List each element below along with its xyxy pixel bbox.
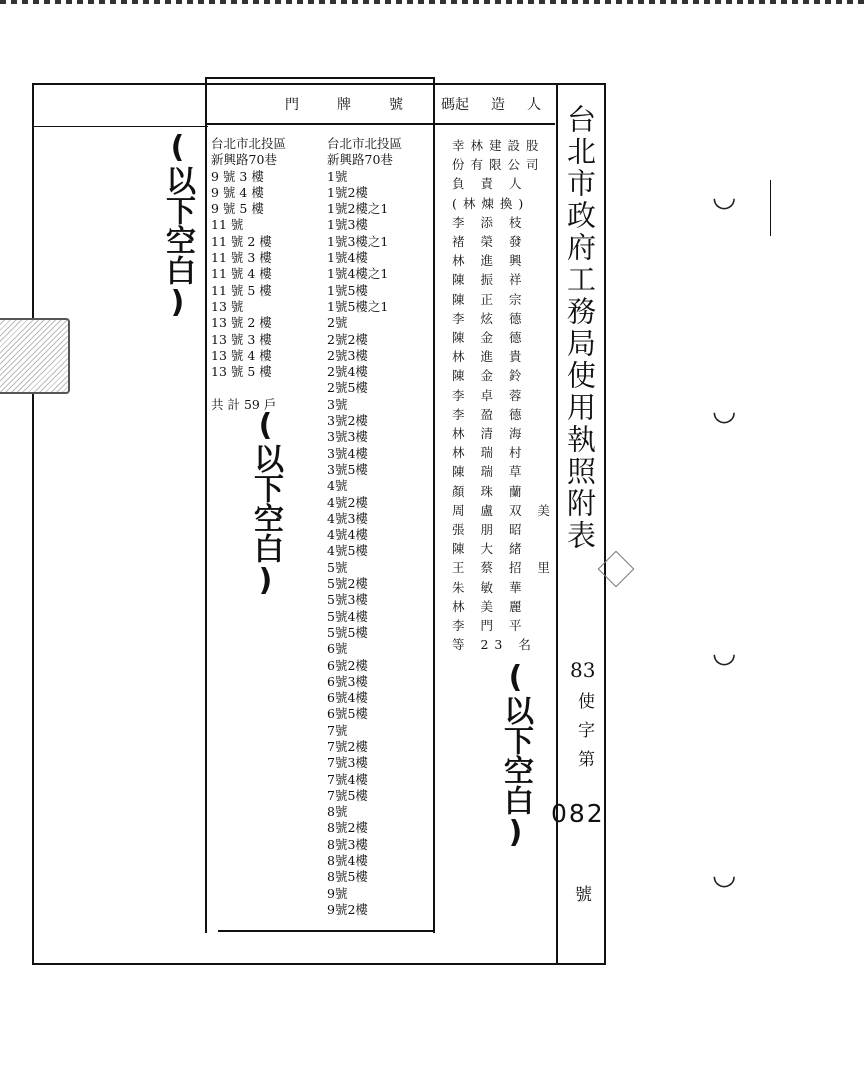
applicant-entry: 王 蔡 招 里 [452, 560, 556, 576]
address-entry: 7號4樓 [327, 771, 368, 787]
left-area-rule [32, 126, 208, 127]
address-entry: 8號 [327, 804, 348, 820]
applicant-entry: 李 卓 蓉 [452, 387, 528, 403]
table-left-border [205, 77, 207, 933]
address-entry: 9號 [327, 885, 348, 901]
address-entry: 11 號 5 樓 [211, 282, 272, 298]
address-entry: 1號 [327, 168, 348, 184]
address-entry: 台北市北投區 [211, 136, 287, 151]
address-entry: 1號5樓 [327, 282, 368, 298]
address-entry: 新興路70巷 [211, 152, 277, 168]
table-bottom-border [218, 930, 434, 932]
address-entry: 13 號 2 樓 [211, 315, 272, 331]
address-entry: 3號5樓 [327, 461, 368, 477]
address-entry: 9號2樓 [327, 901, 368, 917]
table-column-divider [433, 77, 435, 933]
table-header-rule [205, 123, 555, 125]
address-entry: 共 計 59 戶 [211, 396, 277, 412]
address-entry: 13 號 [211, 298, 244, 314]
applicant-entry: 陳 金 德 [452, 330, 528, 346]
margin-mark-4: ◡ [712, 636, 737, 669]
address-entry: 6號 [327, 641, 348, 657]
applicant-entry: 李 炫 德 [452, 310, 528, 326]
address-entry: 3號3樓 [327, 429, 368, 445]
permit-year: 83 [570, 658, 596, 682]
applicant-entry: 陳 正 宗 [452, 291, 528, 307]
applicant-entry: 負 責 人 [452, 176, 528, 192]
applicant-entry: 幸林建設股 [452, 138, 545, 153]
punch-hole-artifact [0, 318, 70, 394]
applicant-entry: 林 美 麗 [452, 598, 528, 614]
address-entry: 3號2樓 [327, 413, 368, 429]
address-column-header: 門 牌 號 碼 [285, 97, 467, 113]
address-entry: 11 號 [211, 217, 244, 233]
page-frame-bottom [32, 963, 606, 965]
address-entry: 1號2樓之1 [327, 201, 389, 217]
applicant-entry: 朱 敏 華 [452, 579, 528, 595]
address-entry: 2號 [327, 315, 348, 331]
address-entry: 6號4樓 [327, 690, 368, 706]
address-entry: 7號5樓 [327, 787, 368, 803]
address-entry: 11 號 4 樓 [211, 266, 272, 282]
address-entry: 4號4樓 [327, 527, 368, 543]
address-entry: 11 號 3 樓 [211, 250, 272, 266]
address-entry: 台北市北投區 [327, 136, 403, 151]
address-entry: 1號3樓之1 [327, 233, 389, 249]
applicant-entry: (林煉換) [452, 195, 530, 211]
address-entry: 7號2樓 [327, 738, 368, 754]
address-entry: 8號2樓 [327, 820, 368, 836]
applicant-entry: 林 進 興 [452, 253, 528, 269]
address-entry: 6號3樓 [327, 673, 368, 689]
address-entry: 1號4樓 [327, 250, 368, 266]
address-entry: 8號3樓 [327, 836, 368, 852]
blank-note-left: (以下空白) [160, 130, 195, 320]
applicant-entry: 陳 振 祥 [452, 272, 528, 288]
applicant-entry: 褚 榮 發 [452, 234, 528, 250]
address-entry: 1號5樓之1 [327, 298, 389, 314]
margin-mark-5: ◡ [712, 858, 737, 891]
address-entry: 7號3樓 [327, 755, 368, 771]
address-entry: 1號3樓 [327, 217, 368, 233]
applicant-entry: 李 添 枝 [452, 214, 528, 230]
address-entry: 5號 [327, 559, 348, 575]
address-entry: 4號5樓 [327, 543, 368, 559]
blank-note-table: (以下空白) [248, 408, 283, 598]
address-entry: 3號4樓 [327, 445, 368, 461]
address-entry: 11 號 2 樓 [211, 233, 272, 249]
address-entry: 13 號 4 樓 [211, 347, 272, 363]
margin-mark-2 [770, 180, 771, 236]
page-frame-left [32, 83, 34, 965]
table-top-border [205, 77, 435, 79]
scan-edge-marks [0, 0, 864, 4]
address-entry: 5號5樓 [327, 624, 368, 640]
address-entry: 1號4樓之1 [327, 266, 389, 282]
blank-note-applicants: (以下空白) [498, 660, 533, 850]
address-entry: 3號 [327, 396, 348, 412]
address-entry: 13 號 3 樓 [211, 331, 272, 347]
address-entry: 4號2樓 [327, 494, 368, 510]
address-entry: 8號5樓 [327, 869, 368, 885]
address-entry: 2號3樓 [327, 347, 368, 363]
address-entry: 6號2樓 [327, 657, 368, 673]
address-entry: 1號2樓 [327, 184, 368, 200]
address-list-first [211, 136, 286, 413]
applicant-entry: 李 盈 德 [452, 406, 528, 422]
address-entry: 5號3樓 [327, 592, 368, 608]
address-entry: 4號 [327, 478, 348, 494]
address-entry: 2號2樓 [327, 331, 368, 347]
applicant-entry: 陳 瑞 草 [452, 464, 528, 480]
address-entry: 8號4樓 [327, 853, 368, 869]
permit-suffix: 號 [575, 885, 592, 905]
address-entry: 7號 [327, 722, 348, 738]
address-entry: 2號4樓 [327, 364, 368, 380]
address-list-second [327, 136, 402, 918]
applicant-entry: 等 23 名 [452, 637, 537, 653]
page-frame-top [32, 83, 606, 85]
applicant-entry: 周 盧 双 美 [452, 502, 556, 518]
permit-prefix: 使字第 [574, 692, 594, 779]
address-entry: 13 號 5 樓 [211, 364, 272, 380]
margin-mark-1: ◡ [712, 180, 737, 213]
page-frame-right [604, 83, 606, 965]
applicant-entry: 顏 珠 蘭 [452, 483, 528, 499]
permit-number: 082 [551, 799, 605, 828]
margin-mark-3: ◡ [712, 394, 737, 427]
address-entry [211, 380, 286, 396]
address-entry: 9 號 5 樓 [211, 201, 264, 217]
title-divider [556, 83, 558, 965]
address-entry: 4號3樓 [327, 510, 368, 526]
applicant-entry: 陳 大 緒 [452, 541, 528, 557]
applicant-entry: 林 瑞 村 [452, 445, 528, 461]
applicant-entry: 林 進 貴 [452, 349, 528, 365]
address-entry: 5號2樓 [327, 576, 368, 592]
applicant-entry: 份有限公司 [452, 157, 545, 173]
applicant-entry: 林 清 海 [452, 426, 528, 442]
address-entry: 9 號 3 樓 [211, 168, 264, 184]
applicant-column-header: 起 造 人 [455, 97, 545, 113]
applicant-entry: 張 朋 昭 [452, 522, 528, 538]
applicant-entry: 李 門 平 [452, 618, 528, 634]
applicant-list [452, 136, 556, 654]
applicant-entry: 陳 金 鈴 [452, 368, 528, 384]
address-entry: 6號5樓 [327, 706, 368, 722]
document-title: 台北市政府工務局使用執照附表 [563, 104, 597, 552]
address-entry: 2號5樓 [327, 380, 368, 396]
address-entry: 新興路70巷 [327, 152, 393, 168]
address-entry: 5號4樓 [327, 608, 368, 624]
address-entry: 9 號 4 樓 [211, 184, 264, 200]
